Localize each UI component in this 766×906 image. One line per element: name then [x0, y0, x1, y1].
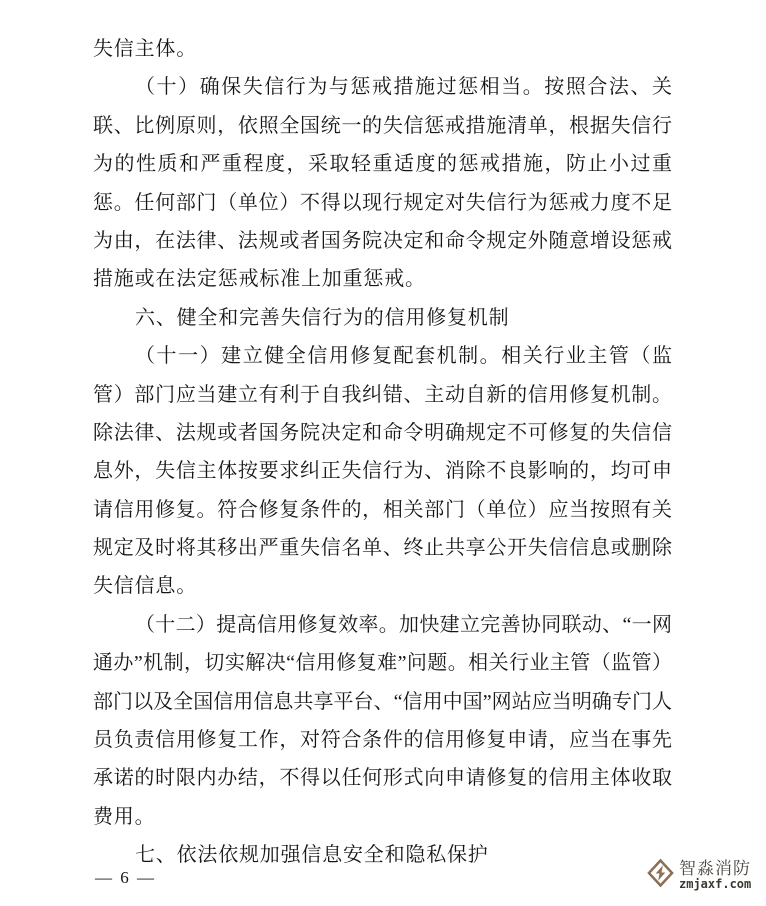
document-body [93, 30, 672, 875]
text-line: 费用。 [93, 805, 156, 828]
text-line: 为由，在法律、法规或者国务院决定和命令规定外随意增设惩戒 [93, 229, 672, 252]
text-line: 规定及时将其移出严重失信名单、终止共享公开失信信息或删除 [93, 537, 672, 560]
watermark-brand-url: zmjaxf.com [679, 877, 752, 891]
watermark-brand-name: 智淼消防 [679, 859, 751, 878]
text-line: 除法律、法规或者国务院决定和命令明确规定不可修复的失信信 [93, 421, 672, 444]
text-line: 措施或在法定惩戒标准上加重惩戒。 [93, 268, 426, 291]
text-line: 失信信息。 [93, 575, 197, 598]
text-line: 为的性质和严重程度，采取轻重适度的惩戒措施，防止小过重 [93, 153, 672, 176]
text-line: 员负责信用修复工作，对符合条件的信用修复申请，应当在事先 [93, 729, 672, 752]
text-line: 七、依法依规加强信息安全和隐私保护 [135, 844, 489, 867]
diamond-lightning-logo-icon [647, 858, 674, 893]
text-line: 息外，失信主体按要求纠正失信行为、消除不良影响的，均可申 [93, 460, 672, 483]
text-line: 承诺的时限内办结，不得以任何形式向申请修复的信用主体收取 [93, 767, 672, 790]
text-line: 通办”机制，切实解决“信用修复难”问题。相关行业主管（监管） [93, 652, 672, 675]
text-line: （十一）建立健全信用修复配套机制。相关行业主管（监 [135, 345, 672, 368]
text-line: 部门以及全国信用信息共享平台、“信用中国”网站应当明确专门人 [93, 690, 672, 713]
text-line: 惩。任何部门（单位）不得以现行规定对失信行为惩戒力度不足 [93, 191, 672, 214]
text-line: 请信用修复。符合修复条件的，相关部门（单位）应当按照有关 [93, 498, 672, 521]
text-line: （十）确保失信行为与惩戒措施过惩相当。按照合法、关 [135, 76, 672, 99]
text-line: 管）部门应当建立有利于自我纠错、主动自新的信用修复机制。 [93, 383, 672, 406]
page-number: — 6 — [95, 868, 156, 887]
text-line: 联、比例原则，依照全国统一的失信惩戒措施清单，根据失信行 [93, 114, 672, 137]
site-watermark [647, 858, 751, 893]
text-line: 六、健全和完善失信行为的信用修复机制 [135, 306, 510, 329]
watermark-text [679, 860, 751, 891]
text-line: 失信主体。 [93, 38, 197, 60]
text-line: （十二）提高信用修复效率。加快建立完善协同联动、“一网 [135, 613, 672, 636]
